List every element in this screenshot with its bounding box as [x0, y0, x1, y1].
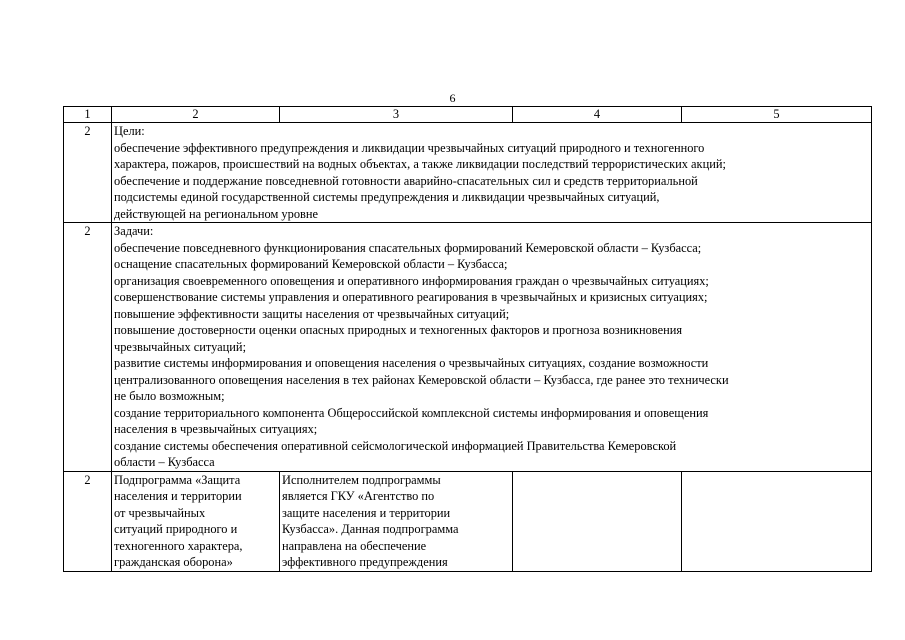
subprogram-name-cell — [112, 471, 280, 571]
goals-line: действующей на региональном уровне — [114, 206, 318, 221]
tasks-line: чрезвычайных ситуаций; — [114, 339, 247, 354]
column-header-3: 3 — [280, 107, 513, 123]
tasks-line: обеспечение повседневного функционирования спасательных формирований Кемеровской области – Кузбасса; — [114, 240, 702, 255]
goals-line: подсистемы единой государственной системы предупреждения и ликвидации чрезвычайных ситуаций, — [114, 190, 660, 204]
column-header-4: 4 — [513, 107, 682, 123]
column-header-1: 1 — [64, 107, 112, 123]
subprogram-description-line: эффективного предупреждения — [282, 555, 448, 569]
tasks-line: населения в чрезвычайных ситуациях; — [114, 422, 318, 436]
row-number: 2 — [64, 123, 112, 223]
goals-row — [64, 123, 872, 223]
tasks-row — [64, 223, 872, 472]
subprogram-name-line: техногенного характера, — [114, 538, 243, 553]
subprogram-description-line: направлена на обеспечение — [282, 538, 427, 553]
goals-cell — [112, 123, 872, 223]
tasks-cell — [112, 223, 872, 472]
page-number: 6 — [449, 91, 456, 105]
tasks-line: организация своевременного оповещения и оперативного информирования граждан о чрезвычайных ситуациях; — [114, 273, 709, 288]
subprogram-col4-cell — [513, 471, 682, 571]
column-header-5: 5 — [682, 107, 872, 123]
tasks-line: оснащение спасательных формирований Кемеровской области – Кузбасса; — [114, 257, 508, 271]
tasks-line: централизованного оповещения населения в тех районах Кемеровской области – Кузбасса, где ранее это технически — [114, 372, 729, 387]
goals-line: характера, пожаров, происшествий на водных объектах, а также ликвидации последствий террористических акций; — [114, 157, 726, 171]
subprogram-name-line: населения и территории — [114, 489, 242, 503]
subprogram-description-line: Исполнителем подпрограммы — [282, 472, 441, 487]
tasks-line: повышение достоверности оценки опасных природных и техногенных факторов и прогноза возникновения — [114, 323, 683, 337]
tasks-line: Задачи: — [114, 224, 154, 238]
tasks-line: не было возможным; — [114, 389, 225, 403]
tasks-line: создание территориального компонента Общероссийской комплексной системы информирования и оповещения — [114, 405, 709, 420]
subprogram-name-line: от чрезвычайных — [114, 505, 206, 520]
row-number: 2 — [64, 223, 112, 472]
row-number: 2 — [64, 471, 112, 571]
subprogram-name-line: гражданская оборона» — [114, 555, 233, 569]
subprogram-col5-cell — [682, 471, 872, 571]
tasks-line: совершенствование системы управления и оперативного реагирования в чрезвычайных и кризисных ситуациях; — [114, 290, 708, 304]
tasks-line: создание системы обеспечения оперативной сейсмологической информацией Правительства Кемеровской — [114, 438, 677, 453]
subprogram-description-line: Кузбасса». Данная подпрограмма — [282, 522, 459, 536]
subprogram-description-line: защите населения и территории — [282, 505, 451, 520]
subprogram-row — [64, 471, 872, 571]
tasks-line: развитие системы информирования и оповещения населения о чрезвычайных ситуациях, создание возможности — [114, 356, 709, 370]
subprogram-description-line: является ГКУ «Агентство по — [282, 489, 435, 503]
column-header-2: 2 — [112, 107, 280, 123]
document-table — [63, 106, 872, 572]
tasks-line: области – Кузбасса — [114, 455, 215, 469]
subprogram-name-line: Подпрограмма «Защита — [114, 472, 241, 487]
subprogram-name-line: ситуаций природного и — [114, 522, 238, 536]
goals-line: Цели: — [114, 124, 145, 138]
table-header-row — [64, 107, 872, 123]
goals-line: обеспечение эффективного предупреждения и ликвидации чрезвычайных ситуаций природного и техногенного — [114, 140, 705, 155]
goals-line: обеспечение и поддержание повседневной готовности аварийно-спасательных сил и средств территориальной — [114, 173, 698, 188]
subprogram-description-cell — [280, 471, 513, 571]
tasks-line: повышение эффективности защиты населения от чрезвычайных ситуаций; — [114, 306, 510, 321]
